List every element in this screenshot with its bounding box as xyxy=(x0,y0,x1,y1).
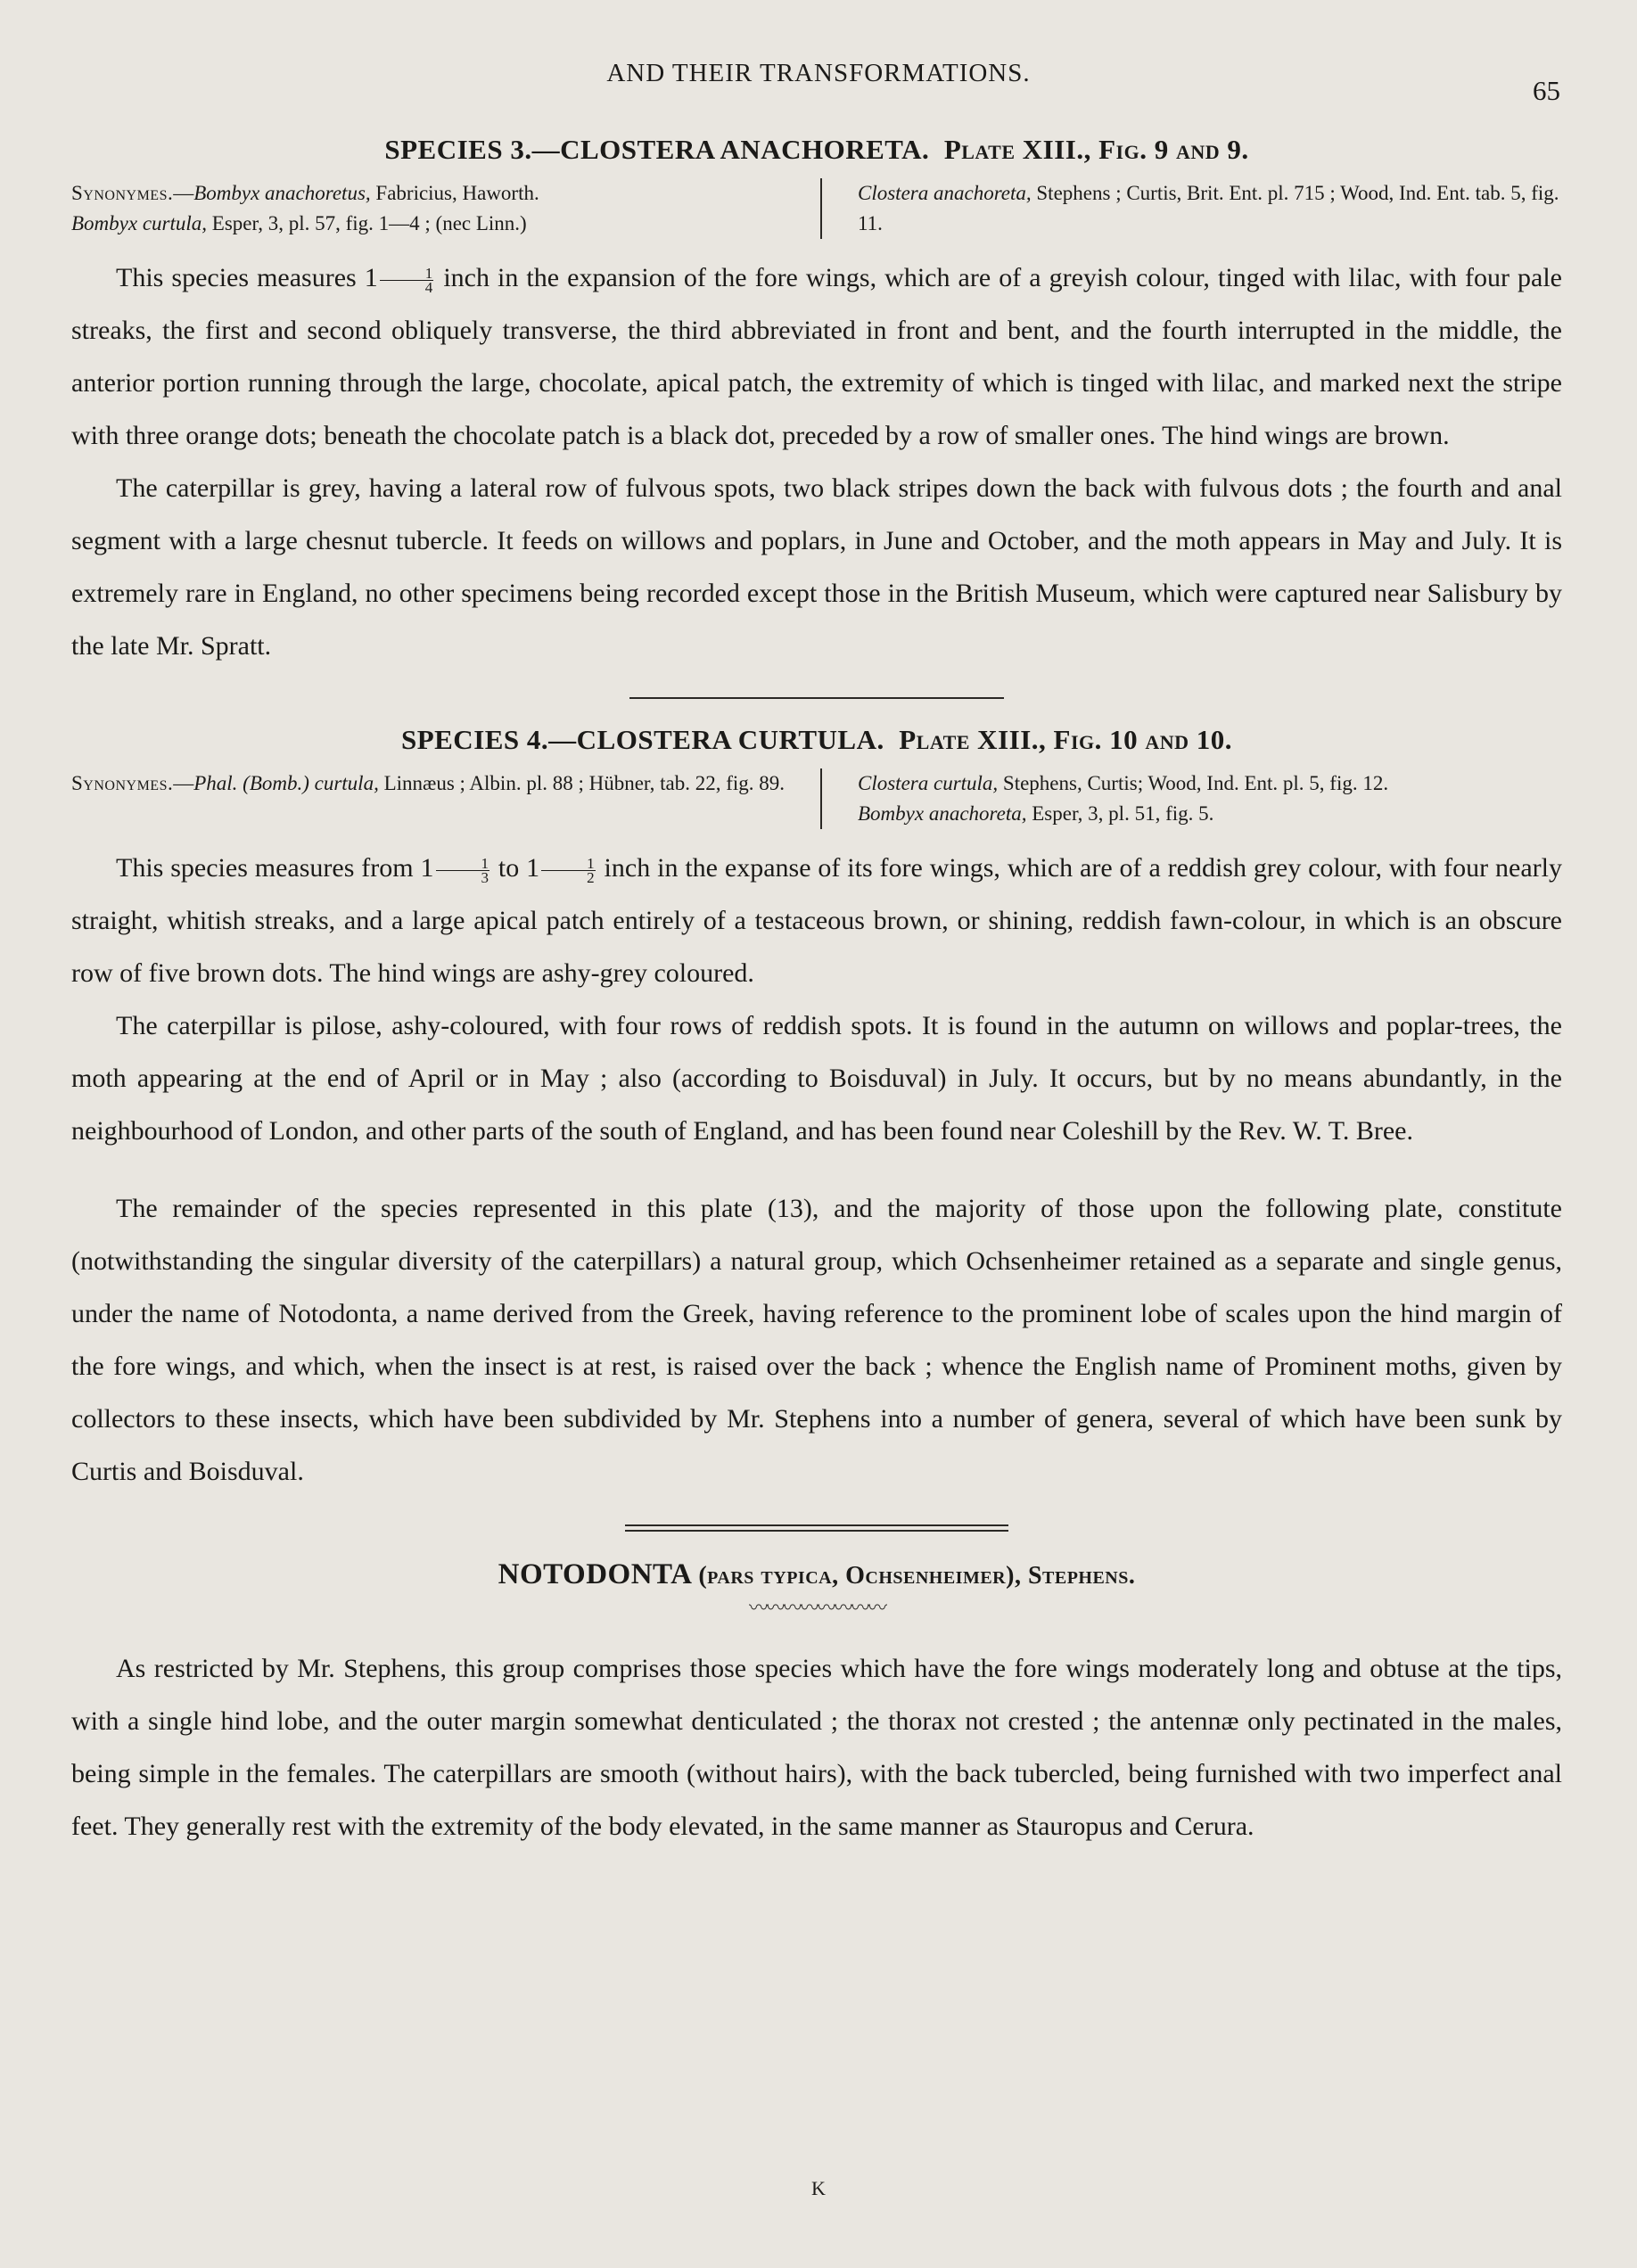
page-content xyxy=(71,134,1562,1853)
genus-name: NOTODONTA xyxy=(498,1558,699,1590)
species-4-synonyms-left: Synonymes.—Phal. (Bomb.) curtula, Linnæus ; Albin. pl. 88 ; Hübner, tab. 22, fig. 89. xyxy=(71,772,786,794)
species-4-description xyxy=(71,842,1562,999)
species-3-synonyms xyxy=(71,178,1562,239)
synonyms-label: Synonymes. xyxy=(71,182,174,204)
synonym-ref: Linnæus ; Albin. pl. 88 ; Hübner, tab. 22, fig. 89. xyxy=(378,772,786,794)
fraction xyxy=(541,854,596,886)
text-run: inch in the expanse of its fore wings, which are of a reddish grey colour, with four nearly straight, whitish streaks, and a large apical patch entirely of a testaceous brown, or shining, reddish fawn-colour, in which is an obscure row of five brown dots. The hind wings are ashy-grey coloured. xyxy=(71,853,1562,988)
wavy-rule-ornament: 〰〰〰〰〰〰〰〰 xyxy=(748,1597,884,1619)
synonym-ref: Esper, 3, pl. 57, fig. 1—4 ; (nec Linn.) xyxy=(207,212,527,234)
page-number: 65 xyxy=(1533,75,1560,106)
species-3-synonyms-right xyxy=(820,178,1562,239)
synonym-name: Bombyx anachoreta, xyxy=(858,802,1027,825)
fraction-numerator: 1 xyxy=(380,267,434,281)
text-run: inch in the expansion of the fore wings, which are of a greyish colour, tinged with lilac, with four pale streaks, the first and second obliquely transverse, the third abbreviated in front and bent, and the fourth interrupted in the middle, the anterior portion running through the large, chocolate, apical patch, the extremity of which is tinged with lilac, and marked next the stripe with three orange dots; beneath the chocolate patch is a black dot, preceded by a row of smaller ones. The hind wings are brown. xyxy=(71,263,1563,450)
species-4-caterpillar: The caterpillar is pilose, ashy-coloured, with four rows of reddish spots. It is found in the autumn on willows and poplar-trees, the moth appearing at the end of April or in May ; also (according to Boisduval) in July. It occurs, but by no means abundantly, in the neighbourhood of London, and other parts of the south of England, and has been found near Coleshill by the Rev. W. T. Bree. xyxy=(71,1011,1562,1146)
species-4-synonyms xyxy=(71,768,1562,829)
signature-mark: K xyxy=(811,2177,826,2199)
synonym-name: Bombyx curtula, xyxy=(71,212,208,234)
text-run: This species measures from 1 xyxy=(116,853,434,883)
species-3-plate-ref: Plate XIII., Fig. 9 and 9. xyxy=(943,134,1249,165)
genus-authority: (pars typica, Ochsenheimer), Stephens. xyxy=(698,1562,1136,1590)
fraction-denominator: 4 xyxy=(424,278,433,296)
fraction-numerator: 1 xyxy=(541,857,596,871)
fraction-denominator: 3 xyxy=(481,868,489,886)
notodonta-group-intro: The remainder of the species represented in this plate (13), and the majority of those upon the following plate, constitute (notwithstanding the singular diversity of the caterpillars) a natural group, which Ochsenheimer retained as a separate and single genus, under the name of Notodonta, a name derived from the Greek, having reference to the prominent lobe of scales upon the hind margin of the fore wings, and which, when the insect is at rest, is raised over the back ; whence the English name of Prominent moths, given by collectors to these insects, which have been subdivided by Mr. Stephens into a number of genera, several of which have been sunk by Curtis and Boisduval. xyxy=(71,1194,1562,1486)
running-head: AND THEIR TRANSFORMATIONS. xyxy=(606,59,1031,87)
text-run: to 1 xyxy=(491,853,540,883)
synonyms-label: Synonymes. xyxy=(71,772,174,794)
section-divider xyxy=(629,697,1004,699)
species-3-synonyms-left: Synonymes.—Bombyx anachoretus, Fabricius, Haworth. Bombyx curtula, Esper, 3, pl. 57, fig. 1—4 ; (nec Linn.) xyxy=(71,182,539,234)
fraction xyxy=(436,854,490,886)
species-3-caterpillar: The caterpillar is grey, having a lateral row of fulvous spots, two black stripes down the back with fulvous dots ; the fourth and anal segment with a large chesnut tubercle. It feeds on willows and poplars, in June and October, and the moth appears in May and July. It is extremely rare in England, no other specimens being recorded except those in the British Museum, which were captured near Salisbury by the late Mr. Spratt. xyxy=(71,473,1562,661)
species-3-heading xyxy=(71,134,1562,166)
synonym-ref: Esper, 3, pl. 51, fig. 5. xyxy=(1026,802,1214,825)
species-4-plate-ref: Plate XIII., Fig. 10 and 10. xyxy=(899,724,1233,755)
synonym-ref: Stephens ; Curtis, Brit. Ent. pl. 715 ; Wood, Ind. Ent. tab. 5, fig. 11. xyxy=(858,182,1559,234)
fraction xyxy=(380,264,434,296)
species-4-title: SPECIES 4.—CLOSTERA CURTULA. xyxy=(400,724,884,755)
fraction-denominator: 2 xyxy=(587,868,595,886)
species-4-synonyms-right xyxy=(820,768,1562,829)
section-divider-double xyxy=(625,1524,1008,1532)
notodonta-heading xyxy=(71,1558,1562,1591)
fraction-numerator: 1 xyxy=(436,857,490,871)
synonym-name: Clostera curtula, xyxy=(858,772,999,794)
notodonta-description: As restricted by Mr. Stephens, this group comprises those species which have the fore wings moderately long and obtuse at the tips, with a single hind lobe, and the outer margin somewhat denticulated ; the thorax not crested ; the antennæ only pectinated in the males, being simple in the females. The caterpillars are smooth (without hairs), with the back tubercled, being furnished with two imperfect anal feet. They generally rest with the extremity of the body elevated, in the same manner as Stauropus and Cerura. xyxy=(71,1654,1562,1841)
synonym-name: Phal. (Bomb.) curtula, xyxy=(193,772,379,794)
synonym-ref: Fabricius, Haworth. xyxy=(370,182,539,204)
species-3-description xyxy=(71,251,1562,462)
text-run: This species measures 1 xyxy=(116,263,378,292)
synonym-name: Bombyx anachoretus, xyxy=(193,182,371,204)
species-3-title: SPECIES 3.—CLOSTERA ANACHORETA. xyxy=(384,134,930,165)
synonym-ref: Stephens, Curtis; Wood, Ind. Ent. pl. 5, fig. 12. xyxy=(998,772,1389,794)
species-4-heading xyxy=(71,724,1562,756)
synonym-name: Clostera anachoreta, xyxy=(858,182,1032,204)
